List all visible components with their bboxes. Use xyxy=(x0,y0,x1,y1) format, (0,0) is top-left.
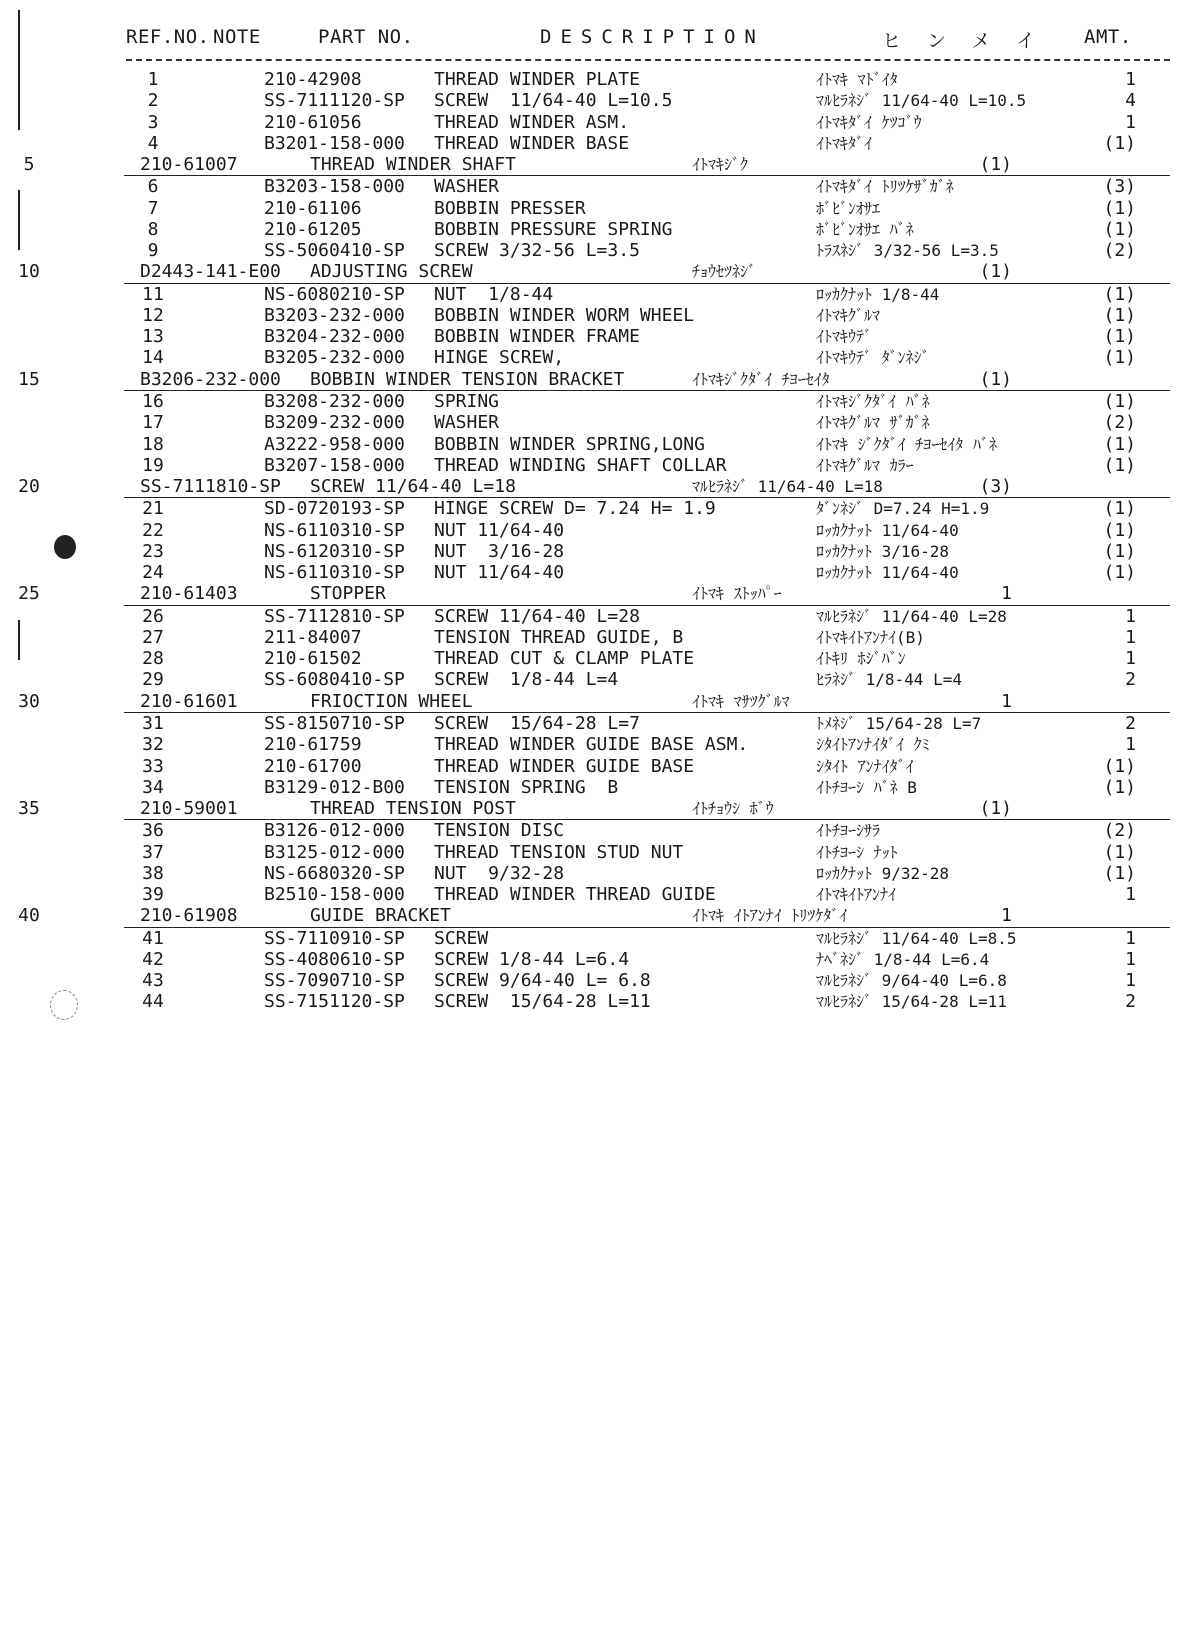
description-cell: THREAD CUT & CLAMP PLATE xyxy=(434,648,695,670)
amount-cell: 1 xyxy=(1125,605,1136,627)
kana-name-cell: ﾎﾞﾋﾞﾝｵｻｴ xyxy=(816,198,881,218)
ref-cell: 12 xyxy=(142,304,164,326)
header-part-no: PART NO. xyxy=(318,26,414,48)
description-cell: SCREW 3/32-56 L=3.5 xyxy=(434,240,640,262)
table-row xyxy=(0,713,1191,734)
description-cell: NUT 3/16-28 xyxy=(434,540,565,562)
part-no-cell: SS-5060410-SP xyxy=(264,240,405,262)
table-row xyxy=(18,798,1170,820)
amount-cell: (1) xyxy=(1103,841,1136,863)
table-row xyxy=(0,991,1191,1012)
table-row xyxy=(0,305,1191,326)
amount-cell: 1 xyxy=(1125,884,1136,906)
kana-name-cell: ｲﾄﾏｷ ｽﾄｯﾊﾟｰ xyxy=(692,584,782,604)
kana-name-cell: ｲﾄﾏｷｸﾞﾙﾏ ｶﾗｰ xyxy=(816,455,914,475)
table-row xyxy=(0,884,1191,905)
amount-cell: (1) xyxy=(1103,283,1136,305)
part-no-cell: NS-6110310-SP xyxy=(264,562,405,584)
amount-cell: 1 xyxy=(1125,948,1136,970)
ref-cell: 11 xyxy=(142,283,164,305)
description-cell: BOBBIN WINDER TENSION BRACKET xyxy=(310,368,625,390)
amount-cell: (1) xyxy=(979,154,1012,176)
ref-cell: 20 xyxy=(18,476,40,498)
amount-cell: (1) xyxy=(979,368,1012,390)
amount-cell: (1) xyxy=(1103,218,1136,240)
kana-name-cell: ﾛｯｶｸﾅｯﾄ 9/32-28 xyxy=(816,863,950,883)
description-cell: SCREW 11/64-40 L=10.5 xyxy=(434,90,673,112)
table-row xyxy=(0,112,1191,133)
kana-name-cell: ﾋﾗﾈｼﾞ 1/8-44 L=4 xyxy=(816,670,962,690)
description-cell: SCREW 15/64-28 L=11 xyxy=(434,991,651,1013)
description-cell: BOBBIN WINDER SPRING,LONG xyxy=(434,433,705,455)
amount-cell: 1 xyxy=(1125,970,1136,992)
table-row xyxy=(0,326,1191,347)
description-cell: THREAD WINDER BASE xyxy=(434,132,630,154)
part-no-cell: B3126-012-000 xyxy=(264,820,405,842)
table-header xyxy=(0,26,1191,50)
ref-cell: 40 xyxy=(18,905,40,927)
amount-cell: (1) xyxy=(1103,390,1136,412)
amount-cell: 1 xyxy=(1125,69,1136,90)
amount-cell: (3) xyxy=(1103,176,1136,198)
table-row xyxy=(0,820,1191,841)
ref-cell: 10 xyxy=(18,261,40,283)
description-cell: SCREW 15/64-28 L=7 xyxy=(434,712,640,734)
part-no-cell: SS-4080610-SP xyxy=(264,948,405,970)
kana-name-cell: ｲﾄｷﾘ ﾎｼﾞﾊﾞﾝ xyxy=(816,649,906,669)
description-cell: TENSION THREAD GUIDE, B xyxy=(434,626,684,648)
amount-cell: (1) xyxy=(1103,776,1136,798)
part-no-cell: B3205-232-000 xyxy=(264,347,405,369)
kana-name-cell: ｼﾀｲﾄｱﾝﾅｲﾀﾞｲ ｸﾐ xyxy=(816,735,930,755)
part-no-cell: 210-61601 xyxy=(140,690,238,712)
kana-name-cell: ﾁｮｳｾﾂﾈｼﾞ xyxy=(692,262,757,282)
kana-name-cell: ｲﾄﾁｮｳｼ ﾎﾞｳ xyxy=(692,799,774,819)
table-row xyxy=(18,476,1170,498)
amount-cell: 1 xyxy=(1125,626,1136,648)
description-cell: ADJUSTING SCREW xyxy=(310,261,473,283)
kana-name-cell: ｲﾄﾏｷｸﾞﾙﾏ xyxy=(816,305,881,325)
description-cell: THREAD WINDER GUIDE BASE ASM. xyxy=(434,734,749,756)
part-no-cell: 210-61056 xyxy=(264,111,362,133)
amount-cell: 2 xyxy=(1125,712,1136,734)
description-cell: THREAD WINDER THREAD GUIDE xyxy=(434,884,716,906)
ref-cell: 36 xyxy=(142,820,164,842)
amount-cell: 1 xyxy=(1125,927,1136,949)
part-no-cell: B3209-232-000 xyxy=(264,412,405,434)
description-cell: WASHER xyxy=(434,176,500,198)
amount-cell: (1) xyxy=(979,261,1012,283)
kana-name-cell: ﾎﾞﾋﾞﾝｵｻｴ ﾊﾞﾈ xyxy=(816,219,914,239)
ref-cell: 30 xyxy=(18,690,40,712)
amount-cell: (2) xyxy=(1103,820,1136,842)
table-row xyxy=(18,261,1170,283)
table-row xyxy=(0,240,1191,261)
ref-cell: 44 xyxy=(142,991,164,1013)
ref-cell: 17 xyxy=(142,412,164,434)
description-cell: THREAD TENSION POST xyxy=(310,798,516,820)
ref-cell: 18 xyxy=(142,433,164,455)
kana-name-cell: ｲﾄﾏｷｼﾞｸﾀﾞｲ ﾊﾞﾈ xyxy=(816,391,930,411)
part-no-cell: B3203-158-000 xyxy=(264,176,405,198)
kana-name-cell: ｲﾄﾏｷｳﾃﾞ xyxy=(816,327,873,347)
part-no-cell: B3129-012-B00 xyxy=(264,776,405,798)
table-row xyxy=(0,520,1191,541)
table-row xyxy=(0,347,1191,368)
part-no-cell: B3125-012-000 xyxy=(264,841,405,863)
table-row xyxy=(0,863,1191,884)
description-cell: SCREW 1/8-44 L=6.4 xyxy=(434,948,630,970)
ref-cell: 16 xyxy=(142,390,164,412)
part-no-cell: SS-7112810-SP xyxy=(264,605,405,627)
part-no-cell: 210-61205 xyxy=(264,218,362,240)
table-row xyxy=(18,368,1170,391)
table-row xyxy=(0,90,1191,111)
kana-name-cell: ｼﾀｲﾄ ｱﾝﾅｲﾀﾞｲ xyxy=(816,756,914,776)
ref-cell: 39 xyxy=(142,884,164,906)
part-no-cell: 210-59001 xyxy=(140,798,238,820)
kana-name-cell: ｲﾄﾏｷ ｲﾄｱﾝﾅｲ ﾄﾘﾂｹﾀﾞｲ xyxy=(692,906,848,926)
kana-name-cell: ﾛｯｶｸﾅｯﾄ 1/8-44 xyxy=(816,284,940,304)
header-amount: AMT. xyxy=(1084,26,1132,48)
table-row xyxy=(0,970,1191,991)
table-row xyxy=(0,176,1191,197)
description-cell: WASHER xyxy=(434,412,500,434)
part-no-cell: NS-6680320-SP xyxy=(264,862,405,884)
description-cell: HINGE SCREW, xyxy=(434,347,565,369)
header-kana-name: ヒンメイ xyxy=(882,30,1062,52)
amount-cell: (3) xyxy=(979,476,1012,498)
kana-name-cell: ﾏﾙﾋﾗﾈｼﾞ 11/64-40 L=8.5 xyxy=(816,928,1017,948)
part-no-cell: NS-6080210-SP xyxy=(264,283,405,305)
ref-cell: 31 xyxy=(142,712,164,734)
kana-name-cell: ﾏﾙﾋﾗﾈｼﾞ 11/64-40 L=28 xyxy=(816,606,1007,626)
part-no-cell: 210-61700 xyxy=(264,755,362,777)
ref-cell: 37 xyxy=(142,841,164,863)
kana-name-cell: ﾅﾍﾞﾈｼﾞ 1/8-44 L=6.4 xyxy=(816,949,990,969)
amount-cell: (1) xyxy=(1103,347,1136,369)
amount-cell: 1 xyxy=(1125,648,1136,670)
part-no-cell: 210-61908 xyxy=(140,905,238,927)
amount-cell: (1) xyxy=(1103,862,1136,884)
table-row xyxy=(18,690,1170,713)
table-row xyxy=(0,133,1191,154)
table-row xyxy=(0,219,1191,240)
amount-cell: (1) xyxy=(1103,326,1136,348)
kana-name-cell: ﾄﾒﾈｼﾞ 15/64-28 L=7 xyxy=(816,713,982,733)
ref-cell: 1 xyxy=(147,69,159,90)
table-row xyxy=(0,284,1191,305)
kana-name-cell: ﾏﾙﾋﾗﾈｼﾞ 15/64-28 L=11 xyxy=(816,992,1007,1012)
amount-cell: (1) xyxy=(1103,540,1136,562)
kana-name-cell: ｲﾄﾏｷﾀﾞｲ xyxy=(816,133,873,153)
ref-cell: 5 xyxy=(23,154,35,176)
part-no-cell: SS-7111120-SP xyxy=(264,90,405,112)
part-no-cell: SS-7090710-SP xyxy=(264,970,405,992)
part-no-cell: 210-61007 xyxy=(140,154,238,176)
kana-name-cell: ﾛｯｶｸﾅｯﾄ 11/64-40 xyxy=(816,563,959,583)
ref-cell: 25 xyxy=(18,583,40,605)
description-cell: THREAD WINDING SHAFT COLLAR xyxy=(434,454,727,476)
ref-cell: 32 xyxy=(142,734,164,756)
table-row xyxy=(0,455,1191,476)
ref-cell: 3 xyxy=(147,111,159,133)
part-no-cell: 210-61759 xyxy=(264,734,362,756)
part-no-cell: A3222-958-000 xyxy=(264,433,405,455)
part-no-cell: SD-0720193-SP xyxy=(264,498,405,520)
description-cell: STOPPER xyxy=(310,583,386,605)
part-no-cell: NS-6110310-SP xyxy=(264,519,405,541)
kana-name-cell: ﾛｯｶｸﾅｯﾄ 11/64-40 xyxy=(816,520,959,540)
amount-cell: (1) xyxy=(1103,755,1136,777)
description-cell: BOBBIN WINDER WORM WHEEL xyxy=(434,304,695,326)
ref-cell: 6 xyxy=(147,176,159,198)
table-row xyxy=(0,648,1191,669)
amount-cell: 2 xyxy=(1125,991,1136,1013)
table-row xyxy=(18,583,1170,605)
kana-name-cell: ｲﾄﾏｷ ﾏｻﾂｸﾞﾙﾏ xyxy=(692,691,790,711)
part-no-cell: SS-7110910-SP xyxy=(264,927,405,949)
table-row xyxy=(0,928,1191,949)
table-row xyxy=(0,391,1191,412)
ref-cell: 43 xyxy=(142,970,164,992)
table-row xyxy=(0,562,1191,583)
amount-cell: (2) xyxy=(1103,412,1136,434)
table-row xyxy=(0,627,1191,648)
kana-name-cell: ｲﾄﾁﾖｰｼ ﾊﾞﾈ B xyxy=(816,777,917,797)
kana-name-cell: ｲﾄﾏｷﾀﾞｲ ｹﾂｺﾞｳ xyxy=(816,112,922,132)
description-cell: SCREW 1/8-44 L=4 xyxy=(434,669,619,691)
ref-cell: 13 xyxy=(142,326,164,348)
header-description: DESCRIPTION xyxy=(540,26,765,48)
description-cell: THREAD TENSION STUD NUT xyxy=(434,841,684,863)
header-note: NOTE xyxy=(213,26,261,48)
header-ref-no: REF.NO. xyxy=(126,26,210,48)
kana-name-cell: ﾏﾙﾋﾗﾈｼﾞ 9/64-40 L=6.8 xyxy=(816,971,1007,991)
amount-cell: (1) xyxy=(1103,454,1136,476)
kana-name-cell: ｲﾄﾏｷﾀﾞｲ ﾄﾘﾂｹｻﾞｶﾞﾈ xyxy=(816,177,954,197)
part-no-cell: 210-61502 xyxy=(264,648,362,670)
ref-cell: 34 xyxy=(142,776,164,798)
amount-cell: 1 xyxy=(1001,905,1012,927)
ref-cell: 26 xyxy=(142,605,164,627)
amount-cell: (1) xyxy=(1103,132,1136,154)
ref-cell: 22 xyxy=(142,519,164,541)
part-no-cell: B3203-232-000 xyxy=(264,304,405,326)
description-cell: SCREW 11/64-40 L=28 xyxy=(434,605,640,627)
amount-cell: 2 xyxy=(1125,669,1136,691)
description-cell: THREAD WINDER GUIDE BASE xyxy=(434,755,695,777)
ref-cell: 35 xyxy=(18,798,40,820)
table-row xyxy=(0,412,1191,433)
ref-cell: 2 xyxy=(147,90,159,112)
part-no-cell: B3204-232-000 xyxy=(264,326,405,348)
kana-name-cell: ｲﾄﾁﾖｰｼｻﾗ xyxy=(816,821,881,841)
kana-name-cell: ﾏﾙﾋﾗﾈｼﾞ 11/64-40 L=18 xyxy=(692,477,883,497)
part-no-cell: SS-7111810-SP xyxy=(140,476,281,498)
table-row xyxy=(0,777,1191,798)
ref-cell: 41 xyxy=(142,927,164,949)
ref-cell: 19 xyxy=(142,454,164,476)
description-cell: HINGE SCREW D= 7.24 H= 1.9 xyxy=(434,498,716,520)
kana-name-cell: ｲﾄﾏｷｼﾞｸﾀﾞｲ ﾁﾖｰｾｲﾀ xyxy=(692,369,830,389)
description-cell: THREAD WINDER ASM. xyxy=(434,111,630,133)
table-row xyxy=(0,198,1191,219)
kana-name-cell: ﾛｯｶｸﾅｯﾄ 3/16-28 xyxy=(816,541,950,561)
table-row xyxy=(0,949,1191,970)
description-cell: NUT 9/32-28 xyxy=(434,862,565,884)
kana-name-cell: ﾀﾞﾝﾈｼﾞ D=7.24 H=1.9 xyxy=(816,499,990,519)
kana-name-cell: ﾄﾗｽﾈｼﾞ 3/32-56 L=3.5 xyxy=(816,241,999,261)
description-cell: THREAD WINDER PLATE xyxy=(434,69,640,90)
kana-name-cell: ｲﾄﾏｷｸﾞﾙﾏ ｻﾞｶﾞﾈ xyxy=(816,413,930,433)
amount-cell: (1) xyxy=(1103,562,1136,584)
ref-cell: 38 xyxy=(142,862,164,884)
amount-cell: 1 xyxy=(1125,111,1136,133)
ref-cell: 4 xyxy=(147,132,159,154)
table-row xyxy=(0,498,1191,519)
part-no-cell: SS-6080410-SP xyxy=(264,669,405,691)
kana-name-cell: ｲﾄﾏｷｲﾄｱﾝﾅｲ(B) xyxy=(816,627,925,647)
ref-cell: 27 xyxy=(142,626,164,648)
description-cell: SCREW 9/64-40 L= 6.8 xyxy=(434,970,651,992)
table-row xyxy=(18,905,1170,927)
kana-name-cell: ｲﾄﾏｷ ｼﾞｸﾀﾞｲ ﾁﾖｰｾｲﾀ ﾊﾞﾈ xyxy=(816,434,997,454)
parts-table-body xyxy=(0,69,1191,1013)
amount-cell: (1) xyxy=(1103,304,1136,326)
ref-cell: 15 xyxy=(18,368,40,390)
description-cell: SCREW xyxy=(434,927,489,949)
ref-cell: 29 xyxy=(142,669,164,691)
description-cell: BOBBIN PRESSER xyxy=(434,197,586,219)
part-no-cell: B3208-232-000 xyxy=(264,390,405,412)
part-no-cell: B3201-158-000 xyxy=(264,132,405,154)
description-cell: SCREW 11/64-40 L=18 xyxy=(310,476,516,498)
table-row xyxy=(0,734,1191,755)
description-cell: BOBBIN WINDER FRAME xyxy=(434,326,640,348)
kana-name-cell: ｲﾄﾏｷ ﾏﾄﾞｲﾀ xyxy=(816,70,898,89)
ref-cell: 8 xyxy=(147,218,159,240)
kana-name-cell: ｲﾄﾏｷｲﾄｱﾝﾅｲ xyxy=(816,885,897,905)
amount-cell: (1) xyxy=(1103,197,1136,219)
part-no-cell: 210-61106 xyxy=(264,197,362,219)
ref-cell: 7 xyxy=(147,197,159,219)
description-cell: SPRING xyxy=(434,390,500,412)
description-cell: TENSION DISC xyxy=(434,820,565,842)
amount-cell: 1 xyxy=(1125,734,1136,756)
part-no-cell: SS-8150710-SP xyxy=(264,712,405,734)
part-no-cell: SS-7151120-SP xyxy=(264,991,405,1013)
kana-name-cell: ｲﾄﾁﾖｰｼ ﾅｯﾄ xyxy=(816,842,898,862)
part-no-cell: 211-84007 xyxy=(264,626,362,648)
table-row xyxy=(0,434,1191,455)
description-cell: NUT 1/8-44 xyxy=(434,283,554,305)
description-cell: TENSION SPRING B xyxy=(434,776,619,798)
table-row xyxy=(0,606,1191,627)
ref-cell: 21 xyxy=(142,498,164,520)
table-row xyxy=(0,669,1191,690)
kana-name-cell: ｲﾄﾏｷｳﾃﾞ ﾀﾞﾝﾈｼﾞ xyxy=(816,348,930,368)
ref-cell: 23 xyxy=(142,540,164,562)
table-row xyxy=(23,154,1170,176)
kana-name-cell: ｲﾄﾏｷｼﾞｸ xyxy=(692,155,749,175)
header-divider xyxy=(126,59,1170,61)
ref-cell: 9 xyxy=(147,240,159,262)
table-row xyxy=(0,541,1191,562)
part-no-cell: 210-42908 xyxy=(264,69,362,90)
description-cell: FRIOCTION WHEEL xyxy=(310,690,473,712)
part-no-cell: B3207-158-000 xyxy=(264,454,405,476)
ref-cell: 14 xyxy=(142,347,164,369)
part-no-cell: 210-61403 xyxy=(140,583,238,605)
amount-cell: 4 xyxy=(1125,90,1136,112)
part-no-cell: NS-6120310-SP xyxy=(264,540,405,562)
amount-cell: (1) xyxy=(1103,519,1136,541)
amount-cell: (1) xyxy=(1103,498,1136,520)
part-no-cell: B2510-158-000 xyxy=(264,884,405,906)
table-row xyxy=(0,69,1191,90)
amount-cell: 1 xyxy=(1001,583,1012,605)
description-cell: NUT 11/64-40 xyxy=(434,562,565,584)
ref-cell: 33 xyxy=(142,755,164,777)
ref-cell: 28 xyxy=(142,648,164,670)
table-row xyxy=(0,756,1191,777)
amount-cell: (2) xyxy=(1103,240,1136,262)
amount-cell: 1 xyxy=(1001,690,1012,712)
description-cell: THREAD WINDER SHAFT xyxy=(310,154,516,176)
part-no-cell: D2443-141-E00 xyxy=(140,261,281,283)
ref-cell: 42 xyxy=(142,948,164,970)
kana-name-cell: ﾏﾙﾋﾗﾈｼﾞ 11/64-40 L=10.5 xyxy=(816,91,1027,111)
ref-cell: 24 xyxy=(142,562,164,584)
table-row xyxy=(0,842,1191,863)
amount-cell: (1) xyxy=(1103,433,1136,455)
description-cell: GUIDE BRACKET xyxy=(310,905,451,927)
description-cell: BOBBIN PRESSURE SPRING xyxy=(434,218,673,240)
amount-cell: (1) xyxy=(979,798,1012,820)
part-no-cell: B3206-232-000 xyxy=(140,368,281,390)
description-cell: NUT 11/64-40 xyxy=(434,519,565,541)
